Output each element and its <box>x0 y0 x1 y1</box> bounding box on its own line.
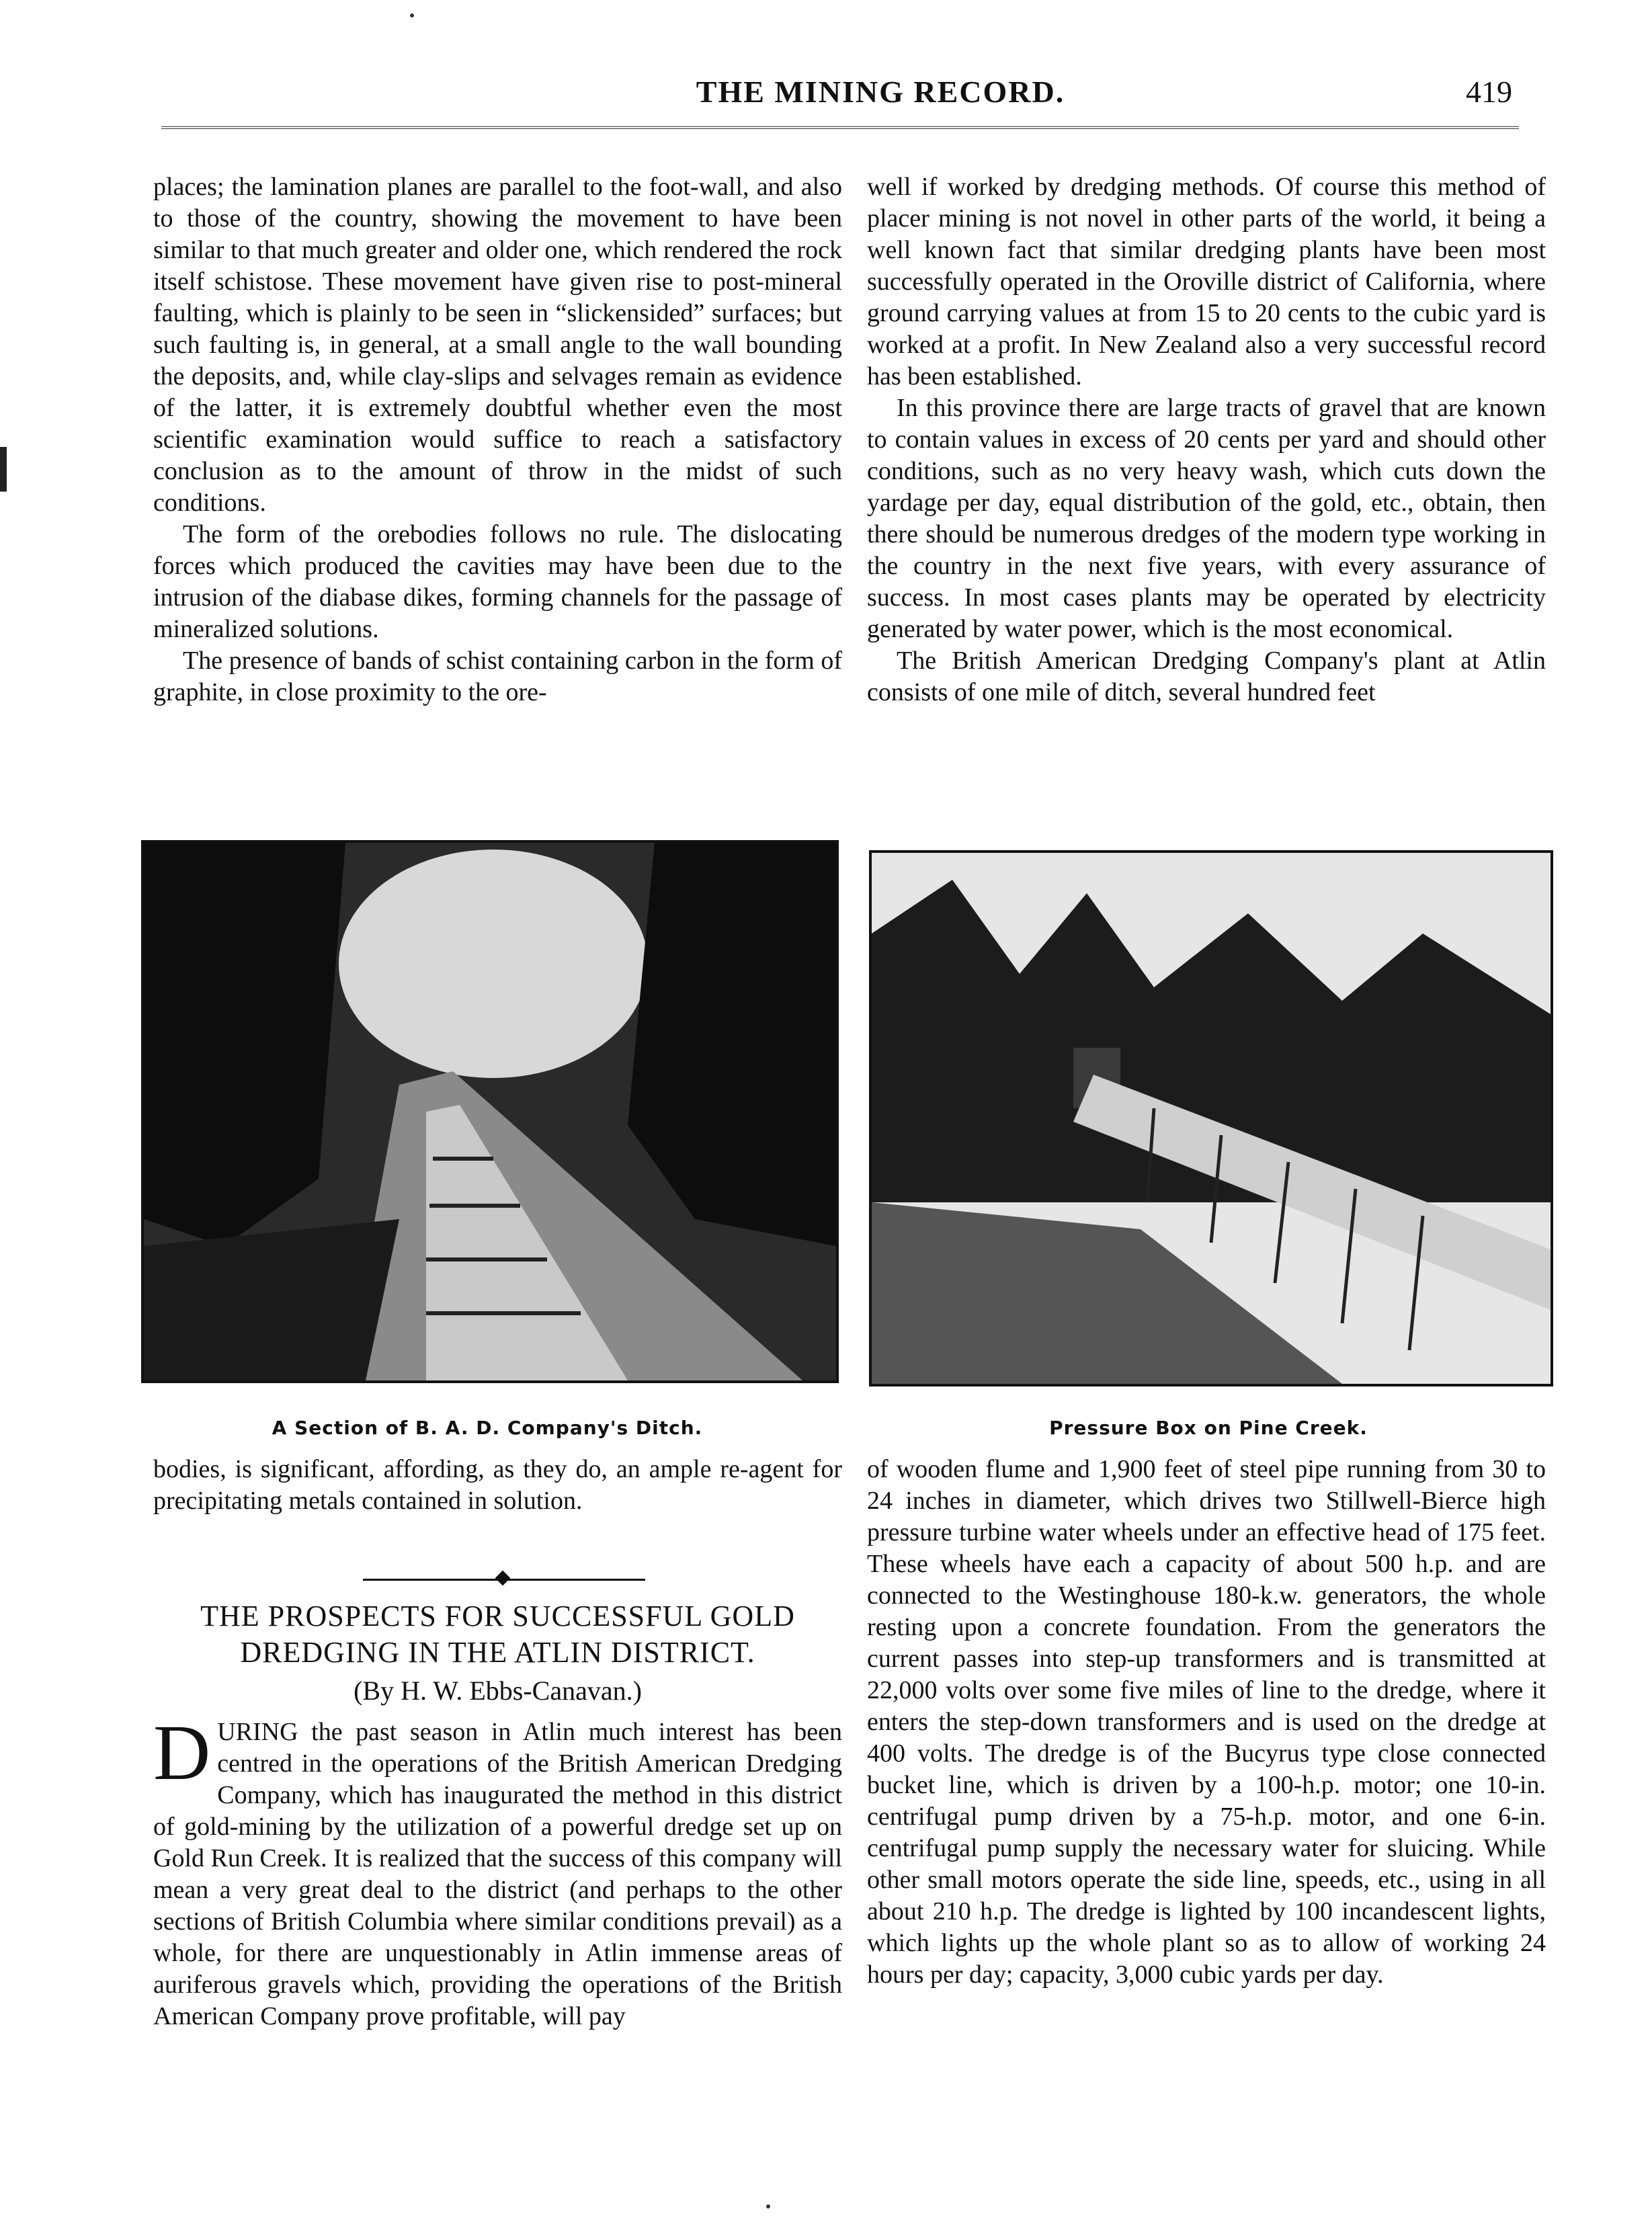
running-title: THE MINING RECORD. <box>696 75 1065 109</box>
paragraph: bodies, is significant, affording, as they do, an ample re-agent for precipitating metals contained in solution. <box>153 1455 842 1515</box>
ditch-photograph <box>141 840 839 1383</box>
right-column-top <box>867 171 1546 708</box>
pressure-box-photograph <box>869 850 1553 1387</box>
paragraph: In this province there are large tracts of gravel that are known to contain values in excess of 20 cents per yard and should other conditions, such as no very heavy wash, which cuts down the yardage per day, equal distribution of the gold, etc., obtain, then there should be numerous dredges of the modern type working in the country in the next five years, with every assurance of success. In most cases plants may be operated by electricity generated by water power, which is the most economical. <box>867 394 1546 643</box>
figure-caption: Pressure Box on Pine Creek. <box>1049 1417 1368 1439</box>
figure-caption: A Section of B. A. D. Company's Ditch. <box>272 1417 703 1439</box>
scan-speck <box>410 13 414 17</box>
article-body-text: URING the past season in Atlin much interest has been centred in the operations of the British American Dredging Company, which has inaugurated the method in this district of gold-mining by the utilization of a powerful dredge set up on Gold Run Creek. It is realized that the success of this company will mean a very great deal to the district (and perhaps to the other sections of British Columbia where similar conditions prevail) as a whole, for there are unquestionably in Atlin immense areas of auriferous gravels which, providing the operations of the British American Company prove profitable, will pay <box>153 1718 842 2030</box>
page-number: 419 <box>1466 75 1512 109</box>
paragraph <box>153 1708 842 2032</box>
page-header <box>161 60 1519 121</box>
diamond-ornament-icon <box>495 1571 511 1586</box>
paragraph: The form of the orebodies follows no rule. The dislocating forces which produced the cavities may have been due to the intrusion of the diabase dikes, forming channels for the passage of mineralized solutions. <box>153 520 842 643</box>
drop-cap: D <box>153 1708 211 1796</box>
pressure-box-photo-illustration <box>872 853 1551 1384</box>
article-byline: (By H. W. Ebbs-Canavan.) <box>354 1676 642 1706</box>
paragraph: The presence of bands of schist containing carbon in the form of graphite, in close proximity to the ore- <box>153 647 842 706</box>
paragraph: The British American Dredging Company's plant at Atlin consists of one mile of ditch, several hundred feet <box>867 647 1546 706</box>
scan-edge-mark <box>0 0 7 2234</box>
left-column-top <box>153 171 842 708</box>
article-body-left <box>153 1708 842 2032</box>
article-title: THE PROSPECTS FOR SUCCESSFUL GOLD DREDGING IN THE ATLIN DISTRICT. <box>200 1600 795 1669</box>
paragraph: well if worked by dredging methods. Of course this method of placer mining is not novel in other parts of the world, it being a well known fact that similar dredging plants have been most successfully operated in the Oroville district of California, where ground carrying values at from 15 to 20 cents to the cubic yard is worked at a profit. In New Zealand also a very successful record has been established. <box>867 173 1546 390</box>
ditch-photo-illustration <box>144 843 836 1380</box>
scan-speck <box>766 2204 770 2208</box>
paragraph: of wooden flume and 1,900 feet of steel pipe running from 30 to 24 inches in diameter, which drives two Stillwell-Bierce high pressure turbine water wheels under an effective head of 175 feet. These wheels have each a capacity of about 500 h.p. and are connected to the Westinghouse 180-k.w. generators, the whole resting upon a concrete foundation. From the generators the current passes into step-up transformers and is transmitted at 22,000 volts over some five miles of line to the dredge, where it enters the step-down transformers and is used on the dredge at 400 volts. The dredge is of the Bucyrus type close connected bucket line, which is driven by a 100-h.p. motor; one 10-in. centrifugal pump driven by a 75-h.p. motor, and one 6-in. centrifugal pump supply the necessary water for sluicing. While other small motors operate the side line, speeds, etc., using in all about 210 h.p. The dredge is lighted by 100 incandescent lights, which lights up the whole plant so as to allow of working 24 hours per day; capacity, 3,000 cubic yards per day. <box>867 1455 1546 1989</box>
section-separator <box>363 1573 645 1586</box>
left-column-continuation <box>153 1454 842 1517</box>
paragraph: places; the lamination planes are parallel to the foot-wall, and also to those of the country, showing the movement to have been similar to that much greater and older one, which rendered the rock itself schistose. These movement have given rise to post-mineral faulting, which is plainly to be seen in “slickensided” surfaces; but such faulting is, in general, at a small angle to the wall bounding the deposits, and, while clay-slips and selvages remain as evidence of the latter, it is extremely doubtful whether even the most scientific examination would suffice to reach a satisfactory conclusion as to the amount of throw in the midst of such conditions. <box>153 173 842 517</box>
header-rule <box>161 126 1519 132</box>
right-column-bottom <box>867 1454 1546 1991</box>
